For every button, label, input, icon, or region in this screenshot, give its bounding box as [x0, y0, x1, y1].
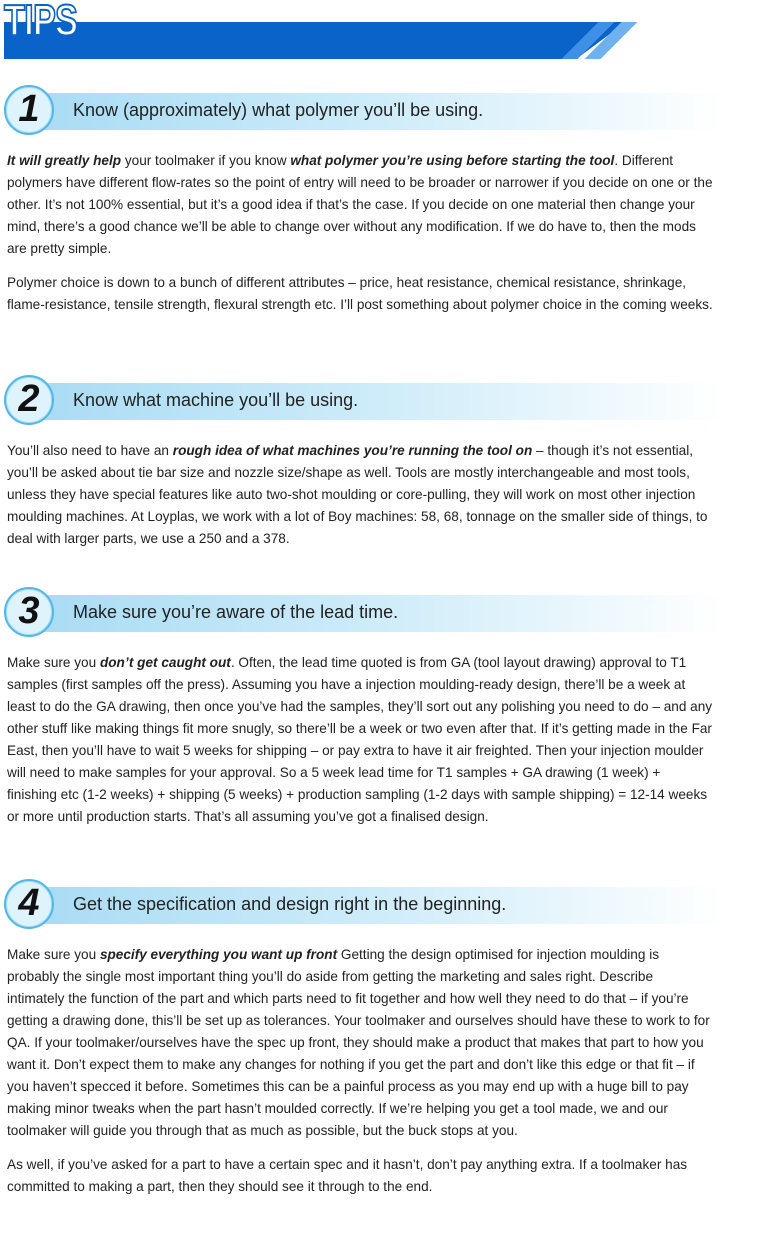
section-1-header — [4, 85, 724, 135]
body-text: . Different polymers have different flow-rates so the point of entry will need to be broader or narrower if you decide on one or the other. It’s not 100% essential, but it’s a good idea if that’s the case. If you decide on one material then change your mind, there’s a good chance we’ll be able to change over without any modification. If we do have to, then the mods are pretty simple. — [7, 153, 713, 256]
emphasis-text: specify everything you want up front — [99, 947, 338, 962]
body-text: Make sure you — [7, 655, 100, 670]
section-heading: Know (approximately) what polymer you’ll be using. — [73, 100, 484, 120]
section-1-paragraph-2: Polymer choice is down to a bunch of different attributes – price, heat resistance, chemical resistance, shrinkage, flame-resistance, tensile strength, flexural strength etc. I’ll post something about polymer choice in the coming weeks. — [7, 275, 713, 312]
section-heading: Know what machine you’ll be using. — [73, 390, 359, 410]
section-4-header — [4, 879, 724, 929]
banner-bar — [4, 22, 626, 59]
section-3-header — [4, 587, 724, 637]
emphasis-text: It will greatly help — [7, 153, 122, 168]
section-4-paragraph-2: As well, if you’ve asked for a part to have a certain spec and it hasn’t, don’t pay anything extra. If a toolmaker has committed to making a part, then they should see it through to the end. — [7, 1157, 688, 1194]
section-heading: Get the specification and design right in the beginning. — [73, 894, 507, 914]
emphasis-text: rough idea of what machines you’re running the tool on — [172, 443, 533, 458]
body-text: your toolmaker if you know — [121, 153, 291, 168]
section-number: 2 — [18, 378, 40, 420]
section-heading: Make sure you’re aware of the lead time. — [73, 602, 399, 622]
section-4-paragraph-1 — [7, 944, 713, 1142]
body-text: Getting the design optimised for injection moulding is probably the single most important thing you’ll do aside from getting the marketing and sales right. Describe intimately the function of the part and which parts need to fit together and how well they need to do that – if you’re getting a drawing done, this’ll be set up as tolerances. Your toolmaker and ourselves should have these to work to for QA. If your toolmaker/ourselves have the spec up front, they should make a product that makes that part to how you want it. Don’t expect them to make any changes for nothing if you get the part and don’t like this edge or that fit – if you haven’t specced it before. Sometimes this can be a painful process as you may end up with a huge bill to pay making minor tweaks when the part hasn’t moulded correctly. If we’re helping you get a tool made, we and our toolmaker will guide you through that as much as possible, but the buck stops at you. — [7, 947, 710, 1138]
body-text: Make sure you — [7, 947, 100, 962]
section-2-header — [4, 375, 724, 425]
section-1-paragraph-1 — [7, 150, 713, 260]
body-text: You’ll also need to have an — [7, 443, 173, 458]
body-text: . Often, the lead time quoted is from GA (tool layout drawing) approval to T1 samples (first samples off the press). Assuming you have a injection moulding-ready design, there’ll be a week at least to do the GA drawing, then once you’ve had the samples, they’ll sort out any polishing you need to do – and any other stuff like making things fit more snugly, so there’ll be a week or two even after that. If it’s getting made in the Far East, then you’ll have to wait 5 weeks for shipping – or pay extra to have it air freighted. Then your injection moulder will need to make samples for your approval. So a 5 week lead time for T1 samples + GA drawing (1 week) + finishing etc (1-2 weeks) + shipping (5 weeks) + production sampling (1-2 days with sample shipping) = 12-14 weeks or more until production starts. That’s all assuming you’ve got a finalised design. — [7, 655, 713, 824]
emphasis-text: don’t get caught out — [99, 655, 231, 670]
section-3-paragraph-1 — [7, 652, 713, 828]
tips-banner — [0, 0, 760, 64]
emphasis-text: what polymer you’re using before starting the tool — [290, 153, 615, 168]
section-number: 3 — [18, 590, 40, 632]
banner-title: TIPS — [4, 0, 78, 45]
section-2-paragraph-1 — [7, 440, 713, 550]
section-number: 4 — [18, 882, 40, 924]
section-number: 1 — [18, 88, 40, 130]
body-text: – though it’s not essential, you’ll be asked about tie bar size and nozzle size/shape as well. Tools are mostly interchangeable and most tools, unless they have special features like auto two-shot moulding or core-pulling, they will work on most other injection moulding machines. At Loyplas, we work with a lot of Boy machines: 58, 68, tonnage on the smaller side of things, to deal with larger parts, we use a 250 and a 378. — [7, 443, 708, 546]
